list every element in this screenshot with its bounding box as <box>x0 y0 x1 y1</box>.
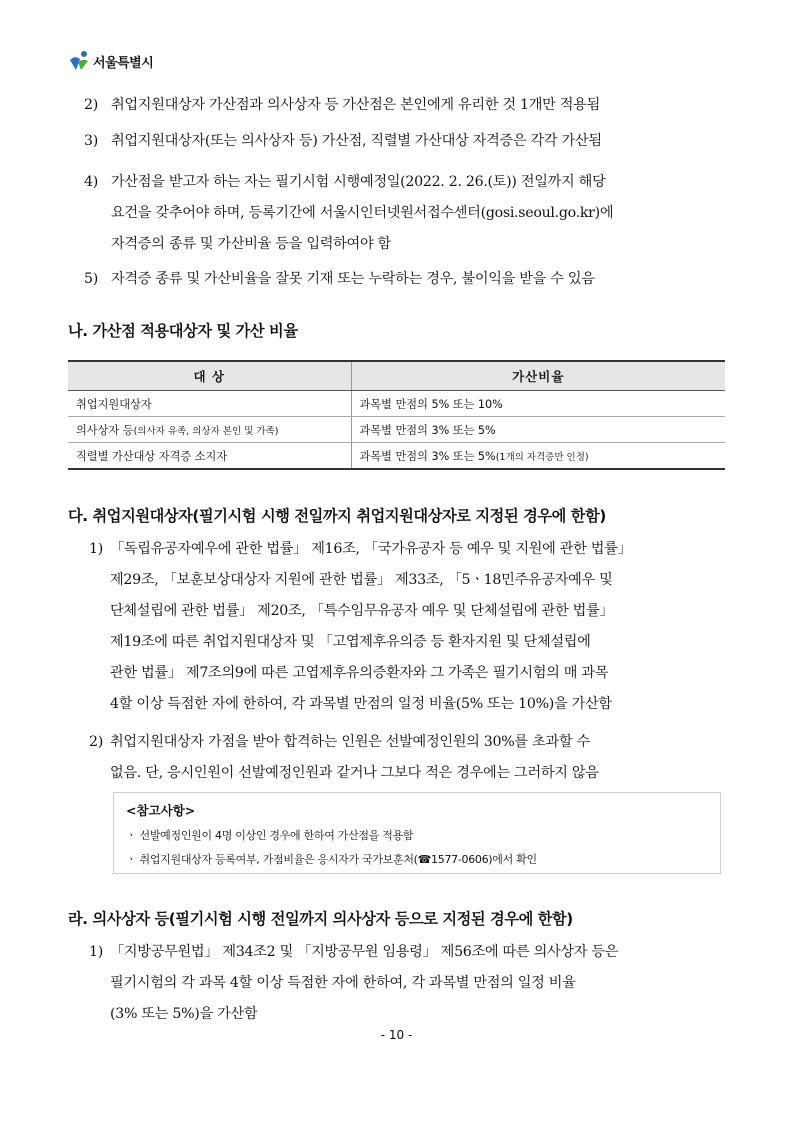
item-text: 가산점을 받고자 하는 자는 필기시험 시행예정일(2022. 2. 26.(토)) 전일까지 해당 <box>111 174 606 190</box>
section-title: 다. 취업지원대상자(필기시험 시행 전일까지 취업지원대상자로 지정된 경우에 한함) <box>68 507 606 525</box>
table-row <box>68 391 725 417</box>
item-number: 2) <box>84 97 98 113</box>
item-text: 없음. 단, 응시인원이 선발예정인원과 같거나 그보다 적은 경우에는 그러하지 않음 <box>110 765 599 781</box>
reference-note-box <box>113 792 721 874</box>
target-text: 취업지원대상자 <box>76 397 152 411</box>
list-item <box>89 534 631 720</box>
section-title: 나. 가산점 적용대상자 및 가산 비율 <box>68 322 298 340</box>
seoul-symbol-icon <box>68 50 90 72</box>
list-item <box>84 126 602 157</box>
rate-text: 과목별 만점의 5% 또는 10% <box>359 397 503 411</box>
table-row <box>68 417 725 443</box>
item-number: 2) <box>89 734 103 750</box>
item-text: 제29조, 「보훈보상대상자 지원에 관한 법률」 제33조, 「5ㆍ18민주유공자예우 및 <box>110 572 613 588</box>
table-cell-rate <box>351 391 725 417</box>
note-item: ㆍ 선발예정인원이 4명 이상인 경우에 한하여 가산점을 적용함 <box>126 829 414 842</box>
target-note: (의사자 유족, 의상자 본인 및 가족) <box>133 425 279 437</box>
table-cell-target <box>68 391 351 417</box>
table-header-row <box>68 361 725 391</box>
seoul-logo <box>68 50 153 72</box>
note-title: <참고사항> <box>126 803 196 818</box>
section-title: 라. 의사상자 등(필기시험 시행 전일까지 의사상자 등으로 지정된 경우에 한함) <box>68 910 573 928</box>
item-text: 필기시험의 각 과목 4할 이상 득점한 자에 한하여, 각 과목별 만점의 일정 비율 <box>110 975 576 991</box>
item-number: 1) <box>89 541 103 557</box>
item-number: 1) <box>89 944 103 960</box>
item-text: 제19조에 따른 취업지원대상자 및 「고엽제후유의증 등 환자지원 및 단체설립에 <box>110 634 591 650</box>
item-text: 요건을 갖추어야 하며, 등록기간에 서울시인터넷원서접수센터(gosi.seoul.go.kr)에 <box>111 205 614 221</box>
item-text: 관한 법률」 제7조의9에 따른 고엽제후유의증환자와 그 가족은 필기시험의 매 과목 <box>110 665 609 681</box>
item-text: 취업지원대상자 가점을 받아 합격하는 인원은 선발예정인원의 30%를 초과할 수 <box>110 734 590 750</box>
target-text: 의사상자 등 <box>76 423 134 437</box>
rate-table <box>68 360 725 470</box>
item-text: 4할 이상 득점한 자에 한하여, 각 과목별 만점의 일정 비율(5% 또는 10%)을 가산함 <box>110 696 612 712</box>
item-text: 취업지원대상자(또는 의사상자 등) 가산점, 직렬별 가산대상 자격증은 각각 가산됨 <box>111 133 602 149</box>
table-cell-rate <box>351 417 725 443</box>
list-item <box>89 937 618 1030</box>
target-text: 직렬별 가산대상 자격증 소지자 <box>76 449 228 463</box>
item-number: 5) <box>84 271 98 287</box>
item-text: 자격증 종류 및 가산비율을 잘못 기재 또는 누락하는 경우, 불이익을 받을 수 있음 <box>111 271 595 287</box>
org-name: 서울특별시 <box>93 55 154 71</box>
table-cell-target <box>68 443 351 470</box>
item-number: 3) <box>84 133 98 149</box>
item-text: 단체설립에 관한 법률」 제20조, 「특수임무유공자 예우 및 단체설립에 관한 법률」 <box>110 603 614 619</box>
item-text: 자격증의 종류 및 가산비율 등을 입력하여야 함 <box>111 236 391 252</box>
rate-text: 과목별 만점의 3% 또는 5% <box>359 449 496 463</box>
page-number: - 10 - <box>380 1028 413 1042</box>
table-cell-target <box>68 417 351 443</box>
note-item: ㆍ 취업지원대상자 등록여부, 가점비율은 응시자가 국가보훈처(☎1577-0606)에서 확인 <box>126 853 537 866</box>
item-number: 4) <box>84 174 98 190</box>
item-text: 「독립유공자예우에 관한 법률」 제16조, 「국가유공자 등 예우 및 지원에 관한 법률」 <box>110 541 632 557</box>
table-cell-rate <box>351 443 725 470</box>
list-item <box>84 90 600 121</box>
table-row <box>68 443 725 470</box>
table-header-cell: 대 상 <box>68 361 351 391</box>
item-text: 「지방공무원법」 제34조2 및 「지방공무원 임용령」 제56조에 따른 의사상자 등은 <box>110 944 619 960</box>
rate-text: 과목별 만점의 3% 또는 5% <box>359 423 496 437</box>
rate-note: (1개의 자격증만 인정) <box>495 451 589 463</box>
list-item <box>89 727 599 789</box>
item-text: (3% 또는 5%)을 가산함 <box>110 1006 258 1022</box>
table-header-cell: 가산비율 <box>351 361 725 391</box>
list-item <box>84 264 595 295</box>
item-text: 취업지원대상자 가산점과 의사상자 등 가산점은 본인에게 유리한 것 1개만 적용됨 <box>111 97 600 113</box>
list-item <box>84 167 613 260</box>
